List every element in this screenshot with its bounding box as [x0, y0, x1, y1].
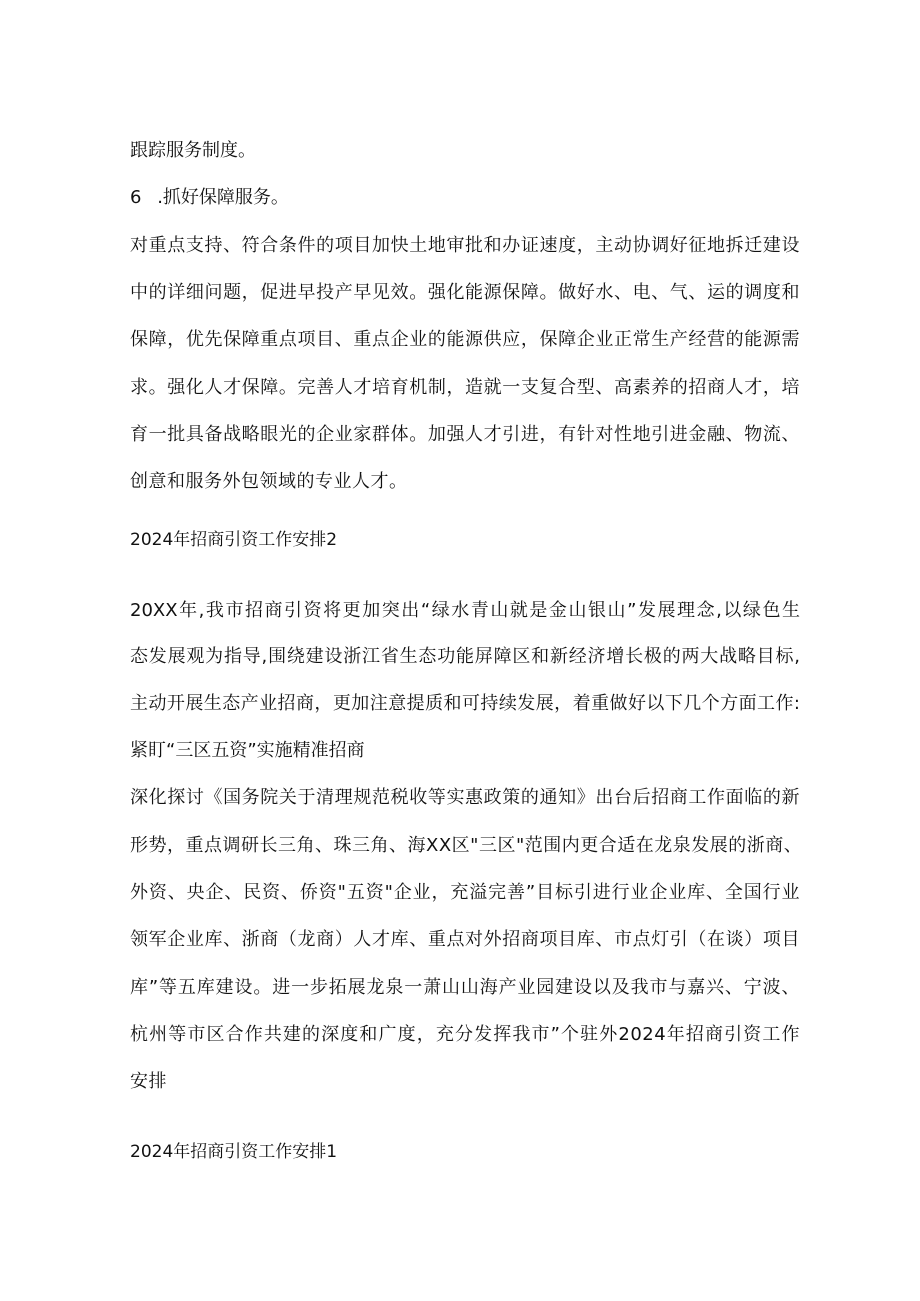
- list-item-title: .抓好保障服务。: [157, 187, 289, 208]
- paragraph-line: 保障，优先保障重点项目、重点企业的能源供应，保障企业正常生产经营的能源需: [130, 329, 800, 350]
- paragraph-line: 安排: [130, 1071, 167, 1092]
- paragraph-line: 外资、央企、民资、侨资"五资"企业，充溢完善”目标引进行业企业库、全国行业: [130, 882, 800, 903]
- paragraph-line: 中的详细问题，促进早投产早见效。强化能源保障。做好水、电、气、运的调度和: [130, 282, 800, 303]
- paragraph-line: 求。强化人才保障。完善人才培育机制，造就一支复合型、高素养的招商人才，培: [130, 377, 800, 398]
- paragraph-line: 创意和服务外包领域的专业人才。: [130, 471, 408, 492]
- paragraph-line: 态发展观为指导,围绕建设浙江省生态功能屏障区和新经济增长极的两大战略目标,: [130, 646, 800, 667]
- paragraph-line: 库”等五库建设。进一步拓展龙泉一萧山山海产业园建设以及我市与嘉兴、宁波、: [130, 977, 800, 998]
- paragraph-line: 杭州等市区合作共建的深度和广度，充分发挥我市”个驻外2024年招商引资工作: [130, 1024, 800, 1045]
- paragraph-line: 领军企业库、浙商（龙商）人才库、重点对外招商项目库、市点灯引（在谈）项目: [130, 929, 800, 950]
- carry-over-text: 跟踪服务制度。: [130, 140, 256, 161]
- paragraph-line: 对重点支持、符合条件的项目加快土地审批和办证速度，主动协调好征地拆迁建设: [130, 235, 800, 256]
- paragraph-line: 主动开展生态产业招商，更加注意提质和可持续发展，着重做好以下几个方面工作:: [130, 693, 800, 714]
- list-item-6: [130, 186, 289, 210]
- list-item-number: 6: [130, 187, 142, 208]
- section-heading-2: 2024年招商引资工作安排2: [130, 530, 338, 550]
- paragraph-line: 深化探讨《国务院关于清理规范税收等实惠政策的通知》出台后招商工作面临的新: [130, 787, 800, 808]
- sub-heading: 紧盯“三区五资”实施精准招商: [130, 740, 365, 761]
- paragraph-line: 形势，重点调研长三角、珠三角、海XX区"三区"范围内更合适在龙泉发展的浙商、: [130, 835, 803, 856]
- paragraph-line: 育一批具备战略眼光的企业家群体。加强人才引进，有针对性地引进金融、物流、: [130, 424, 800, 445]
- section-heading-1: 2024年招商引资工作安排1: [130, 1142, 338, 1162]
- paragraph-line: 20XX年,我市招商引资将更加突出“绿水青山就是金山银山”发展理念,以绿色生: [130, 600, 800, 621]
